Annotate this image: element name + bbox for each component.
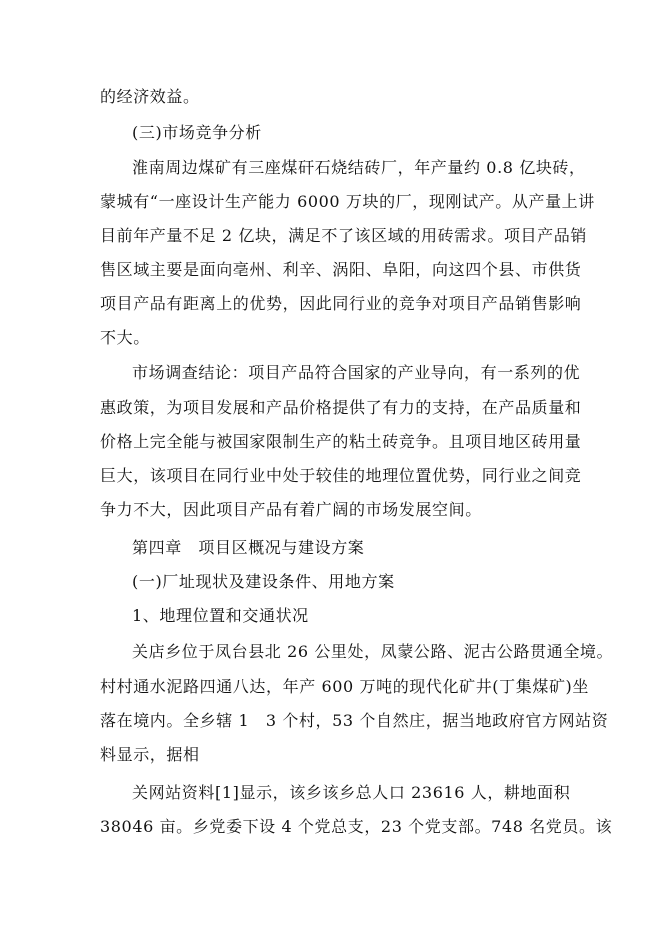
text-line: 项目产品有距离上的优势，因此同行业的竞争对项目产品销售影响 — [100, 294, 582, 313]
text-line: 蒙城有“一座设计生产能力 6000 万块的厂，现刚试产。从产量上讲 — [100, 192, 595, 211]
text-line: 村村通水泥路四通八达，年产 600 万吨的现代化矿井(丁集煤矿)坐 — [100, 677, 589, 696]
text-line: 市场调查结论：项目产品符合国家的产业导向，有一系列的优 — [132, 363, 581, 382]
text-line: 关网站资料[1]显示，该乡该乡总人口 23616 人，耕地面积 — [132, 783, 571, 802]
text-line: 价格上完全能与被国家限制生产的粘土砖竞争。且项目地区砖用量 — [100, 432, 582, 451]
text-line: 的经济效益。 — [100, 87, 200, 106]
text-line: 料显示，据相 — [100, 745, 200, 764]
subsection-heading: 1、地理位置和交通状况 — [132, 606, 309, 625]
text-line: 目前年产量不足 2 亿块，满足不了该区域的用砖需求。项目产品销 — [100, 226, 587, 245]
section-heading: (三)市场竞争分析 — [132, 123, 262, 142]
chapter-heading: 第四章 项目区概况与建设方案 — [132, 538, 365, 557]
text-line: 巨大，该项目在同行业中处于较佳的地理位置优势，同行业之间竞 — [100, 466, 582, 485]
text-line: 落在境内。全乡辖 1 3 个村，53 个自然庄，据当地政府官方网站资 — [100, 711, 609, 730]
text-line: 争力不大，因此项目产品有着广阔的市场发展空间。 — [100, 500, 482, 519]
text-line: 不大。 — [100, 328, 150, 347]
text-line: 淮南周边煤矿有三座煤矸石烧结砖厂，年产量约 0.8 亿块砖， — [132, 158, 586, 177]
section-heading: (一)厂址现状及建设条件、用地方案 — [132, 572, 395, 591]
text-line: 38046 亩。乡党委下设 4 个党总支，23 个党支部。748 名党员。该 — [100, 817, 613, 836]
text-line: 惠政策，为项目发展和产品价格提供了有力的支持，在产品质量和 — [100, 398, 582, 417]
text-line: 售区域主要是面向亳州、利辛、涡阳、阜阳，向这四个县、市供货 — [100, 260, 582, 279]
text-line: 关店乡位于凤台县北 26 公里处，凤蒙公路、泥古公路贯通全境。 — [132, 642, 614, 661]
